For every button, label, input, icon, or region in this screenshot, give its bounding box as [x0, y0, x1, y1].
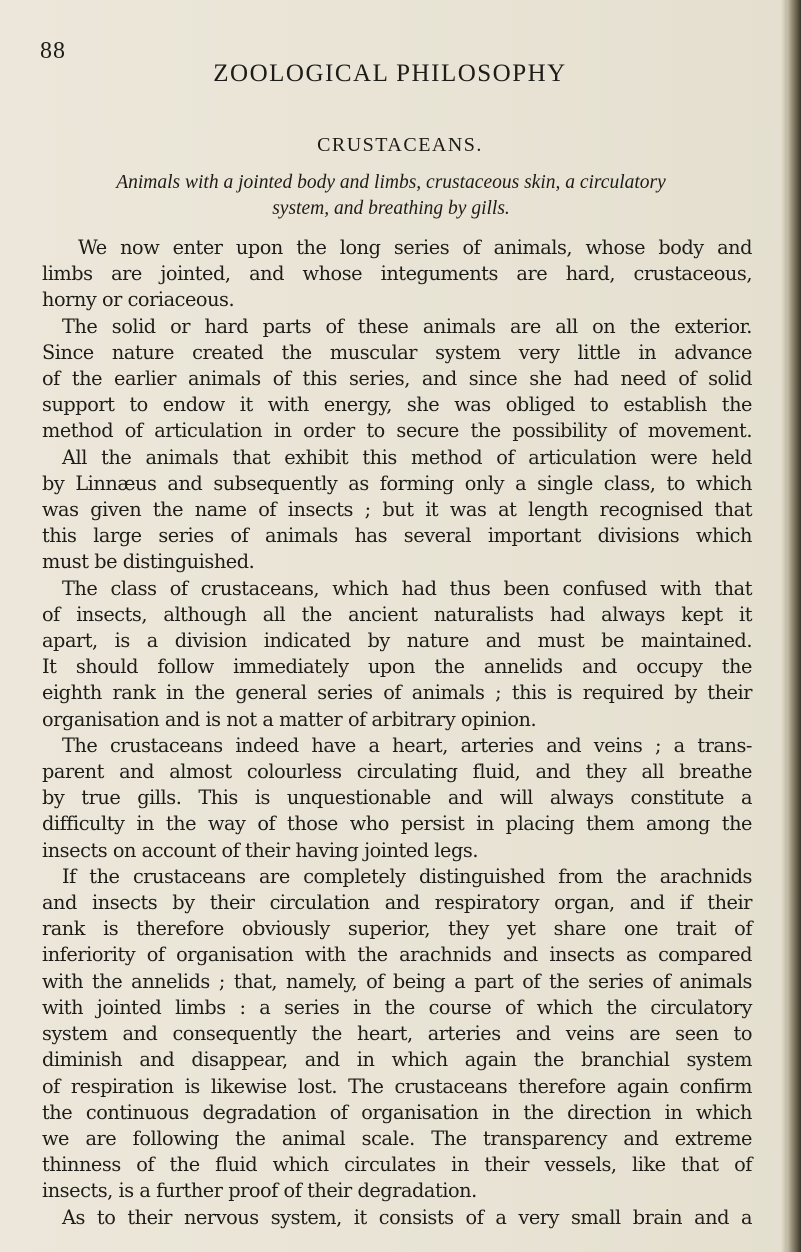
- text-line: insects, is a further proof of their degradation.: [42, 1179, 477, 1203]
- text-line: inferiority of organisation with the arachnids and insects as compared: [42, 943, 752, 967]
- text-line: of respiration is likewise lost. The crustaceans therefore again confirm: [42, 1074, 752, 1098]
- text-line: difficulty in the way of those who persist in placing them among the: [42, 812, 752, 836]
- text-line: of the earlier animals of this series, and since she had need of solid: [42, 367, 752, 391]
- text-line: organisation and is not a matter of arbitrary opinion.: [42, 707, 537, 731]
- text-line: by true gills. This is unquestionable and will always constitute a: [42, 786, 752, 810]
- text-line: The crustaceans indeed have a heart, arteries and veins ; a trans-: [62, 733, 752, 757]
- text-line: we are following the animal scale. The transparency and extreme: [42, 1126, 752, 1150]
- text-line: It should follow immediately upon the annelids and occupy the: [42, 655, 752, 679]
- text-line: of insects, although all the ancient naturalists had always kept it: [42, 602, 752, 626]
- body-text: [42, 235, 752, 1231]
- text-line: Since nature created the muscular system very little in advance: [42, 340, 752, 364]
- text-line: eighth rank in the general series of animals ; this is required by their: [42, 681, 752, 705]
- text-line: horny or coriaceous.: [42, 288, 235, 312]
- text-line: with the annelids ; that, namely, of being a part of the series of animals: [42, 969, 752, 993]
- text-line: with jointed limbs : a series in the course of which the circulatory: [42, 995, 752, 1019]
- text-line: diminish and disappear, and in which again the branchial system: [42, 1048, 752, 1072]
- text-line: limbs are jointed, and whose integuments are hard, crustaceous,: [42, 262, 752, 286]
- section-title: CRUSTACEANS.: [317, 134, 483, 156]
- subtitle-line: Animals with a jointed body and limbs, crustaceous skin, a circulatory: [116, 172, 666, 193]
- running-head: ZOOLOGICAL PHILOSOPHY: [213, 60, 567, 87]
- text-line: support to endow it with energy, she was obliged to establish the: [42, 393, 752, 417]
- text-line: and insects by their circulation and respiratory organ, and if their: [42, 891, 752, 915]
- section-subtitle: [36, 170, 746, 222]
- text-line: rank is therefore obviously superior, they yet share one trait of: [42, 917, 752, 941]
- text-line: As to their nervous system, it consists of a very small brain and a: [62, 1205, 752, 1229]
- text-line: insects on account of their having jointed legs.: [42, 838, 479, 862]
- text-line: the continuous degradation of organisation in the direction in which: [42, 1100, 752, 1124]
- text-line: by Linnæus and subsequently as forming only a single class, to which: [42, 471, 752, 495]
- text-line: thinness of the fluid which circulates in their vessels, like that of: [42, 1153, 752, 1177]
- text-line: was given the name of insects ; but it was at length recognised that: [42, 498, 752, 522]
- text-line: parent and almost colourless circulating fluid, and they all breathe: [42, 760, 752, 784]
- text-line: If the crustaceans are completely distinguished from the arachnids: [62, 864, 752, 888]
- text-line: must be distinguished.: [42, 550, 255, 574]
- text-line: The class of crustaceans, which had thus been confused with that: [62, 576, 752, 600]
- book-binding-edge: [787, 0, 801, 1252]
- text-line: We now enter upon the long series of animals, whose body and: [78, 236, 752, 259]
- text-line: system and consequently the heart, arteries and veins are seen to: [42, 1022, 752, 1046]
- page-number: 88: [40, 38, 66, 64]
- text-line: method of articulation in order to secure the possibility of movement.: [42, 419, 752, 443]
- text-line: The solid or hard parts of these animals are all on the exterior.: [62, 314, 752, 338]
- subtitle-line: system, and breathing by gills.: [272, 198, 510, 219]
- text-line: this large series of animals has several important divisions which: [42, 524, 752, 548]
- text-line: apart, is a division indicated by nature and must be maintained.: [42, 629, 752, 653]
- text-line: All the animals that exhibit this method of articulation were held: [62, 445, 752, 469]
